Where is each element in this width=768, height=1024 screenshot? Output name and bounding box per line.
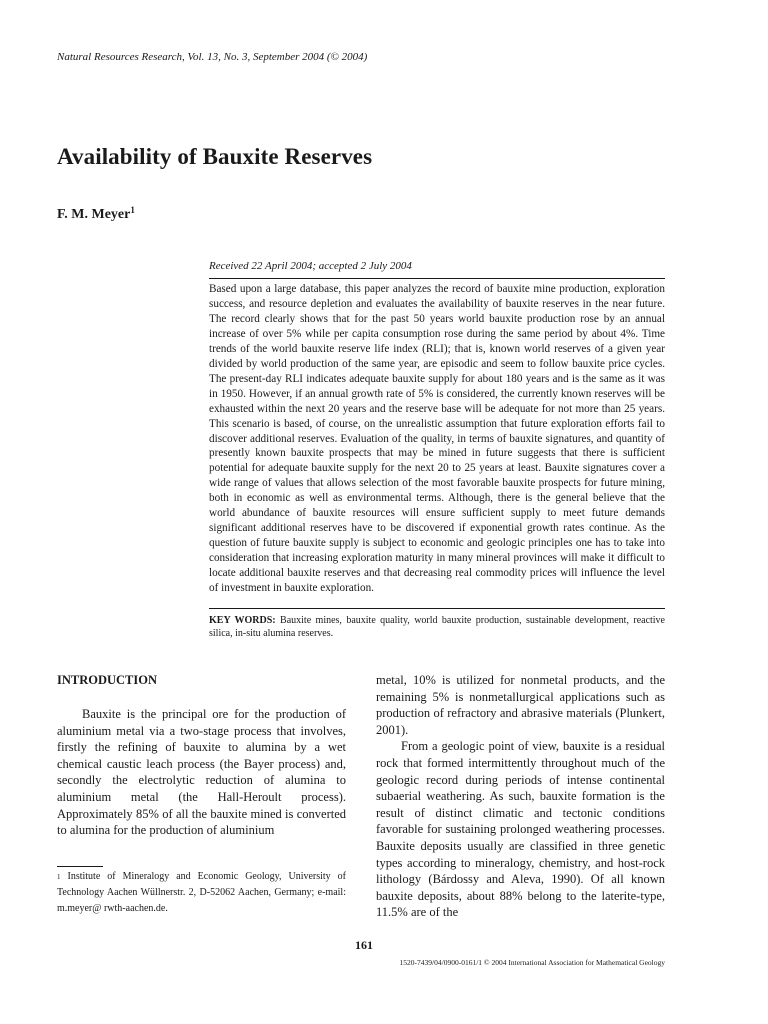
left-column (57, 672, 346, 839)
footnote-rule (57, 866, 103, 867)
page-number: 161 (355, 938, 373, 952)
keywords (209, 615, 665, 640)
intro-paragraph-1-continued: metal, 10% is utilized for nonmetal products, and the remaining 5% is nonmetallurgical applications such as production of refractory and abrasive materials (Plunkert, 2001). (376, 673, 665, 737)
journal-citation: Natural Resources Research, Vol. 13, No. 3, September 2004 (© 2004) (57, 51, 368, 63)
abstract-text: Based upon a large database, this paper analyzes the record of bauxite mine production, exploration success, and resource depletion and evaluates the availability of bauxite reserves in the near future. The record clearly shows that for the past 50 years world bauxite production rose by an annual increase of over 5% while per capita consumption rose during the same period by about 4%. Time trends of the world bauxite reserve life index (RLI); that is, known world reserves of a given year divided by world production of the same year, are episodic and seem to follow bauxite price cycles. The present-day RLI indicates adequate bauxite supply for about 180 years and is the same as it was in 1950. However, if an annual growth rate of 5% is considered, the currently known reserves will be exhausted within the next 20 years and the reserve base will be adequate for not more than 25 years. This scenario is based, of course, on the unrealistic assumption that future exploration efforts fail to discover additional reserves. Evaluation of the quality, in terms of bauxite signatures, and quantity of presently known bauxite prospects that may be mined in future suggests that there is sufficient potential for adequate bauxite supply for the next 20 to 25 years at least. Bauxite signatures cover a wide range of values that allows selection of the most favorable bauxite prospects for future mining, both in economic as well as environmental terms. Although, there is the general believe that the world abundance of bauxite resources will ensure sufficient supply to meet future demands significant additional reserves have to be discovered if exponential growth rates continue. As the question of future bauxite supply is subject to economic and geologic principles one has to take into consideration that increasing exploration maturity in many mineral provinces will make it difficult to locate additional bauxite reserves and that decreasing real commodity prices will influence the level of investment in bauxite exploration. (209, 283, 665, 595)
author-affiliation-footnote (57, 869, 346, 917)
author-line (57, 207, 135, 223)
footnote-mark: 1 (57, 873, 61, 881)
copyright-line: 1520-7439/04/0900-0161/1 © 2004 International Association for Mathematical Geology (399, 958, 665, 967)
keywords-text: Bauxite mines, bauxite quality, world bauxite production, sustainable development, reactive silica, in-situ alumina reserves. (209, 615, 666, 639)
keywords-label: KEY WORDS: (209, 615, 276, 626)
intro-paragraph-2: From a geologic point of view, bauxite is a residual rock that formed intermittently throughout much of the geologic record during periods of intense continental subaerial weathering. As such, bauxite formation is the result of distinct climatic and tectonic conditions favorable for sustaining prolonged weathering processes. Bauxite deposits usually are classified in three genetic types according to mineralogy, chemistry, and host-rock lithology (Bárdossy and Aleva, 1990). Of all known bauxite deposits, about 88% belong to the laterite-type, 11.5% are of the (376, 739, 665, 920)
article-title: Availability of Bauxite Reserves (57, 144, 373, 169)
author-name: F. M. Meyer (57, 207, 131, 222)
received-dates: Received 22 April 2004; accepted 2 July 2004 (209, 260, 412, 272)
footnote-text: Institute of Mineralogy and Economic Geology, University of Technology Aachen Wüllnerstr. 2, D-52062 Aachen, Germany; e-mail: m.meyer@ rwth-aachen.de. (57, 871, 347, 914)
intro-paragraph-1: Bauxite is the principal ore for the production of aluminium metal via a two-stage process that involves, firstly the refining of bauxite to alumina by a wet chemical caustic leach process (the Bayer process) and, secondly the electrolytic reduction of alumina to aluminium metal (the Hall-Heroult process). Approximately 85% of all the bauxite mined is converted to alumina for the production of aluminium (57, 707, 346, 838)
section-heading-introduction: INTRODUCTION (57, 673, 158, 687)
right-column (376, 672, 665, 921)
abstract-top-rule (209, 278, 665, 279)
abstract-bottom-rule (209, 608, 665, 609)
author-footnote-mark: 1 (130, 205, 135, 215)
